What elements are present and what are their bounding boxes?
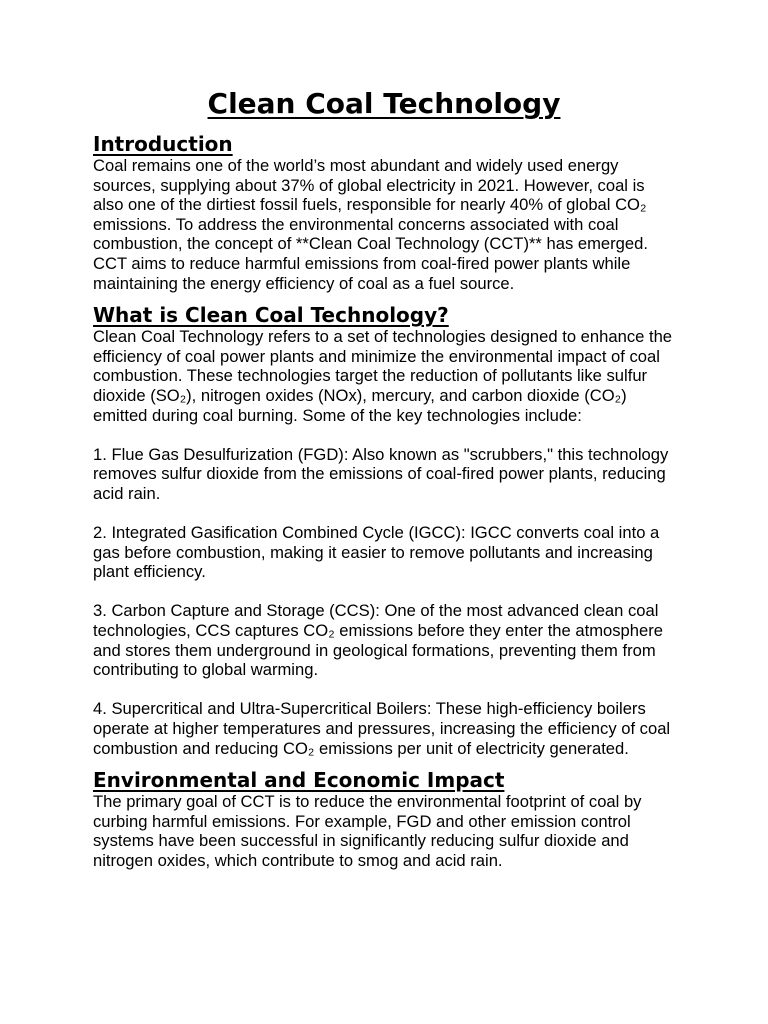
- section-heading-what-is-cct: What is Clean Coal Technology?: [93, 303, 449, 328]
- section-heading-introduction: Introduction: [93, 132, 233, 156]
- list-item-ccs: 3. Carbon Capture and Storage (CCS): One of the most advanced clean coal technologies, CCS captures CO₂ emissions before they enter the atmosphere and stores them underground in geological formations, preventing them from contributing to global warming.: [93, 601, 663, 680]
- paragraph-introduction: Coal remains one of the world’s most abundant and widely used energy sources, supplying about 37% of global electricity in 2021. However, coal is also one of the dirtiest fossil fuels, responsible for nearly 40% of global CO₂ emissions. To address the environmental concerns associated with coal combustion, the concept of **Clean Coal Technology (CCT)** has emerged. CCT aims to reduce harmful emissions from coal-fired power plants while maintaining the energy efficiency of coal as a fuel source.: [93, 156, 648, 293]
- paragraph-environmental-impact: The primary goal of CCT is to reduce the environmental footprint of coal by curbing harmful emissions. For example, FGD and other emission control systems have been successful in significantly reducing sulfur dioxide and nitrogen oxides, which contribute to smog and acid rain.: [93, 792, 642, 870]
- paragraph-what-is-cct: Clean Coal Technology refers to a set of technologies designed to enhance the efficiency of coal power plants and minimize the environmental impact of coal combustion. These technologies target the reduction of pollutants like sulfur dioxide (SO₂), nitrogen oxides (NOx), mercury, and carbon dioxide (CO₂) emitted during coal burning. Some of the key technologies include:: [93, 327, 673, 425]
- list-item-supercritical: 4. Supercritical and Ultra-Supercritical Boilers: These high-efficiency boilers operate at higher temperatures and pressures, increasing the efficiency of coal combustion and reducing CO₂ emissions per unit of electricity generated.: [93, 699, 671, 758]
- section-heading-environmental-impact: Environmental and Economic Impact: [93, 768, 505, 793]
- list-item-igcc: 2. Integrated Gasification Combined Cycle (IGCC): IGCC converts coal into a gas before combustion, making it easier to remove pollutants and increasing plant efficiency.: [93, 523, 660, 582]
- document-title: Clean Coal Technology: [207, 87, 561, 120]
- list-item-fgd: 1. Flue Gas Desulfurization (FGD): Also known as "scrubbers," this technology removes sulfur dioxide from the emissions of coal-fired power plants, reducing acid rain.: [93, 444, 669, 503]
